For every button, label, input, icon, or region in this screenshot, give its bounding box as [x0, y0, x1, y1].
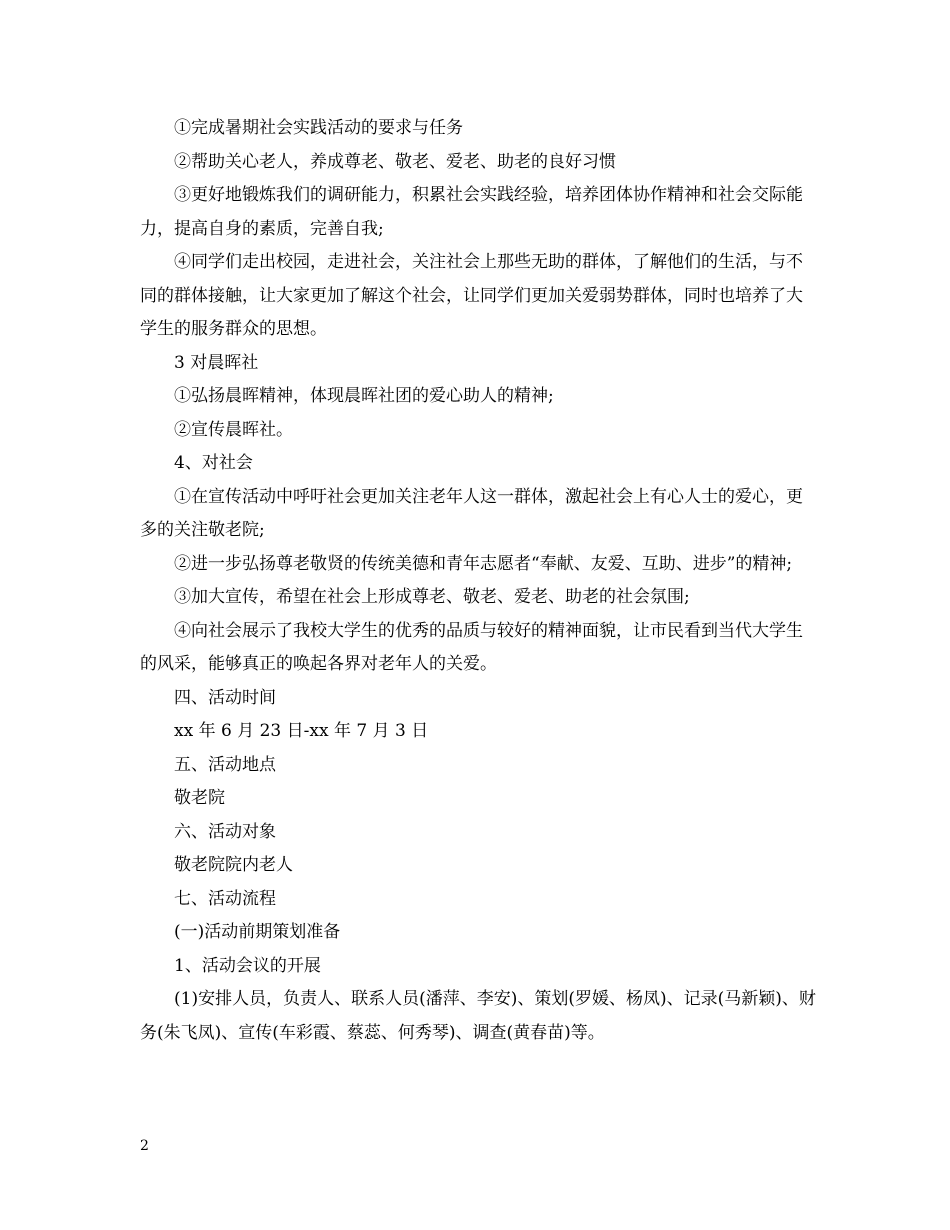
paragraph: ②宣传晨晖社。 — [174, 419, 293, 440]
paragraph: ②进一步弘扬尊老敬贤的传统美德和青年志愿者“奉献、友爱、互助、进步”的精神; — [174, 553, 793, 574]
page-number: 2 — [140, 1138, 149, 1154]
paragraph: ④同学们走出校园，走进社会，关注社会上那些无助的群体，了解他们的生活，与不同的群体接触，让大家更加了解这个社会，让同学们更加关爱弱势群体，同时也培养了大学生的服务群众的思想。 — [140, 252, 803, 339]
section-heading: 六、活动对象 — [174, 821, 276, 842]
section-heading: 五、活动地点 — [174, 754, 276, 775]
sub-heading: 1、活动会议的开展 — [174, 955, 321, 976]
paragraph: xx 年 6 月 23 日-xx 年 7 月 3 日 — [174, 721, 429, 741]
section-heading: 3 对晨晖社 — [174, 352, 259, 373]
paragraph: ②帮助关心老人，养成尊老、敬老、爱老、助老的良好习惯 — [174, 151, 616, 172]
paragraph: 敬老院 — [174, 788, 225, 808]
paragraph: 敬老院院内老人 — [174, 855, 293, 875]
paragraph: ④向社会展示了我校大学生的优秀的品质与较好的精神面貌，让市民看到当代大学生的风采，能够真正的唤起各界对老年人的关爱。 — [140, 620, 803, 674]
sub-heading: (一)活动前期策划准备 — [174, 922, 341, 942]
document-body — [140, 112, 816, 1050]
paragraph: ③更好地锻炼我们的调研能力，积累社会实践经验，培养团体协作精神和社会交际能力，提高自身的素质，完善自我; — [140, 185, 803, 239]
paragraph: ①弘扬晨晖精神，体现晨晖社团的爱心助人的精神; — [174, 386, 554, 406]
section-heading: 4、对社会 — [174, 453, 253, 473]
paragraph: ①完成暑期社会实践活动的要求与任务 — [174, 118, 463, 138]
section-heading: 四、活动时间 — [174, 687, 276, 708]
paragraph: ③加大宣传，希望在社会上形成尊老、敬老、爱老、助老的社会氛围; — [174, 587, 690, 607]
paragraph: (1)安排人员，负责人、联系人员(潘萍、李安)、策划(罗媛、杨凤)、记录(马新颖)、财务(朱飞凤)、宣传(车彩霞、蔡蕊、何秀琴)、调查(黄春苗)等。 — [140, 989, 816, 1043]
section-heading: 七、活动流程 — [174, 888, 276, 909]
paragraph: ①在宣传活动中呼吁社会更加关注老年人这一群体，激起社会上有心人士的爱心，更多的关注敬老院; — [140, 486, 803, 540]
